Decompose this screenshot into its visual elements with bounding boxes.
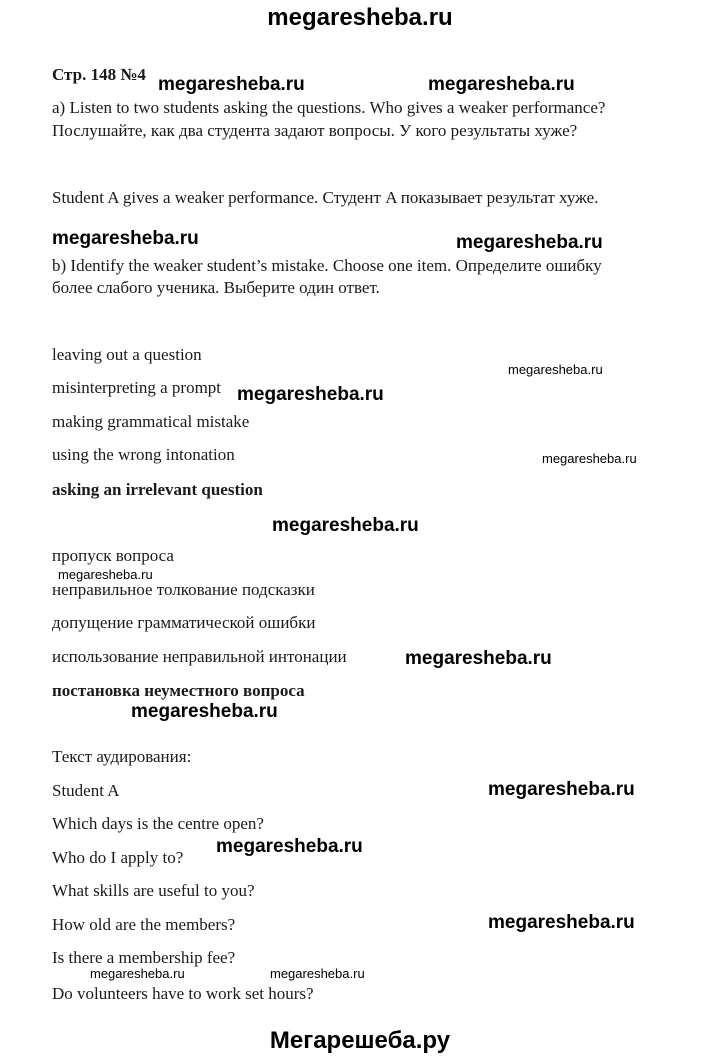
transcript-speaker: Student A: [52, 781, 120, 800]
option-ru-2: неправильное толкование подсказки: [52, 580, 315, 599]
option-en-4: using the wrong intonation: [52, 445, 235, 464]
question-a-ru: Послушайте, как два студента задают вопросы. У кого результаты хуже?: [52, 121, 578, 140]
option-en-2: misinterpreting a prompt: [52, 378, 222, 397]
watermark: megaresheba.ru: [508, 362, 603, 377]
watermark: megaresheba.ru: [131, 701, 278, 722]
transcript-line-4: How old are the members?: [52, 915, 236, 934]
watermark: megaresheba.ru: [216, 836, 363, 857]
watermark: megaresheba.ru: [542, 451, 637, 466]
transcript-line-3: What skills are useful to you?: [52, 881, 255, 900]
option-ru-5-correct: постановка неуместного вопроса: [52, 681, 305, 700]
answer-a: Student A gives a weaker performance. Студент A показывает результат хуже.: [52, 188, 599, 207]
question-a-en: a) Listen to two students asking the questions. Who gives a weaker performance?: [52, 98, 606, 117]
option-ru-3: допущение грамматической ошибки: [52, 613, 316, 632]
watermark: megaresheba.ru: [405, 648, 552, 669]
transcript-line-1: Which days is the centre open?: [52, 814, 264, 833]
watermark: megaresheba.ru: [272, 515, 419, 536]
transcript-line-6: Do volunteers have to work set hours?: [52, 984, 314, 1003]
watermark: megaresheba.ru: [488, 779, 635, 800]
option-ru-1: пропуск вопроса: [52, 546, 174, 565]
question-b-line2: более слабого ученика. Выберите один ответ.: [52, 278, 380, 297]
option-en-3: making grammatical mistake: [52, 412, 250, 431]
transcript-line-5: Is there a membership fee?: [52, 948, 236, 967]
watermark: megaresheba.ru: [488, 912, 635, 933]
option-en-5-correct: asking an irrelevant question: [52, 480, 263, 499]
watermark: megaresheba.ru: [270, 966, 365, 981]
watermark: megaresheba.ru: [90, 966, 185, 981]
site-footer: Мегарешеба.ру: [269, 1027, 451, 1054]
transcript-line-2: Who do I apply to?: [52, 848, 184, 867]
watermark: megaresheba.ru: [428, 74, 575, 95]
option-en-1: leaving out a question: [52, 345, 202, 364]
site-header: megaresheba.ru: [267, 4, 453, 31]
page-reference: Стр. 148 №4: [52, 65, 146, 84]
question-b-line1: b) Identify the weaker student’s mistake. Choose one item. Определите ошибку: [52, 256, 602, 275]
watermark: megaresheba.ru: [58, 567, 153, 582]
option-ru-4: использование неправильной интонации: [52, 647, 347, 666]
watermark: megaresheba.ru: [52, 228, 199, 249]
watermark: megaresheba.ru: [237, 384, 384, 405]
watermark: megaresheba.ru: [158, 74, 305, 95]
transcript-label: Текст аудирования:: [52, 747, 192, 766]
watermark: megaresheba.ru: [456, 232, 603, 253]
